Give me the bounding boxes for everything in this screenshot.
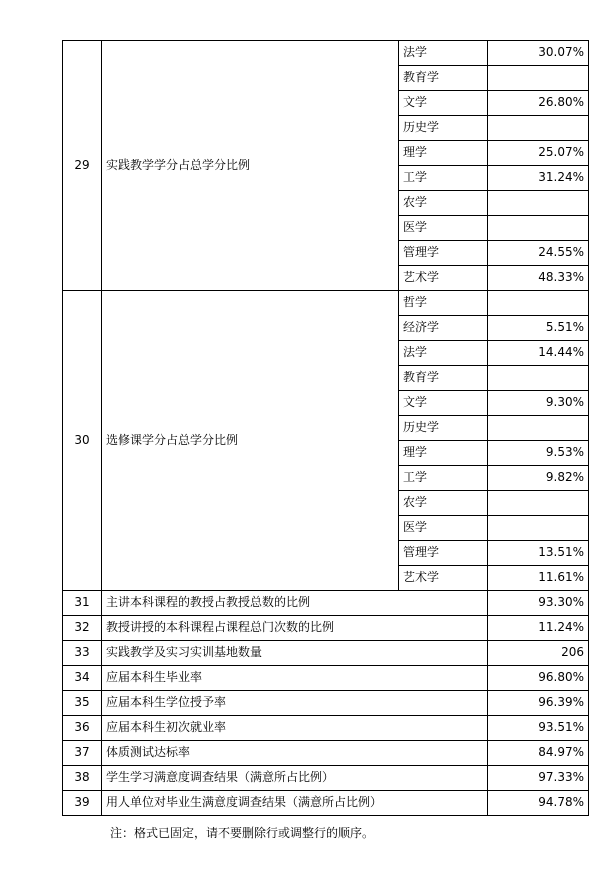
discipline-value: 31.24%: [488, 166, 589, 191]
discipline-label: 法学: [399, 41, 488, 66]
discipline-label: 法学: [399, 341, 488, 366]
discipline-label: 理学: [399, 441, 488, 466]
table-row: [63, 616, 589, 641]
row-index: 38: [63, 766, 102, 791]
discipline-value: 14.44%: [488, 341, 589, 366]
discipline-value: 9.53%: [488, 441, 589, 466]
table-row: [63, 41, 589, 66]
discipline-value: 9.30%: [488, 391, 589, 416]
discipline-value: [488, 516, 589, 541]
discipline-value: 5.51%: [488, 316, 589, 341]
row-value: 93.51%: [488, 716, 589, 741]
discipline-label: 历史学: [399, 416, 488, 441]
discipline-value: 11.61%: [488, 566, 589, 591]
table-body: [63, 41, 589, 816]
table-row: [63, 741, 589, 766]
row-label: 实践教学学分占总学分比例: [102, 41, 399, 291]
row-value: 94.78%: [488, 791, 589, 816]
row-label: 应届本科生毕业率: [102, 666, 488, 691]
row-label: 应届本科生学位授予率: [102, 691, 488, 716]
row-label: 用人单位对毕业生满意度调查结果（满意所占比例）: [102, 791, 488, 816]
discipline-label: 教育学: [399, 66, 488, 91]
table-row: [63, 666, 589, 691]
discipline-value: 13.51%: [488, 541, 589, 566]
row-index: 32: [63, 616, 102, 641]
discipline-value: [488, 66, 589, 91]
footnote: 注：格式已固定，请不要删除行或调整行的顺序。: [110, 826, 375, 840]
table-row: [63, 716, 589, 741]
row-label: 主讲本科课程的教授占教授总数的比例: [102, 591, 488, 616]
discipline-label: 文学: [399, 91, 488, 116]
discipline-value: 24.55%: [488, 241, 589, 266]
discipline-value: 9.82%: [488, 466, 589, 491]
row-index: 30: [63, 291, 102, 591]
discipline-value: [488, 191, 589, 216]
discipline-label: 工学: [399, 166, 488, 191]
indicators-table: [62, 40, 589, 816]
discipline-value: [488, 491, 589, 516]
row-label: 实践教学及实习实训基地数量: [102, 641, 488, 666]
discipline-label: 医学: [399, 516, 488, 541]
table-row: [63, 591, 589, 616]
row-index: 37: [63, 741, 102, 766]
table-row: [63, 691, 589, 716]
row-index: 35: [63, 691, 102, 716]
row-label: 教授讲授的本科课程占课程总门次数的比例: [102, 616, 488, 641]
row-index: 29: [63, 41, 102, 291]
discipline-value: 26.80%: [488, 91, 589, 116]
table-row: [63, 766, 589, 791]
discipline-label: 农学: [399, 491, 488, 516]
discipline-label: 艺术学: [399, 566, 488, 591]
table-row: [63, 291, 589, 316]
table-row: [63, 791, 589, 816]
discipline-label: 医学: [399, 216, 488, 241]
discipline-value: 25.07%: [488, 141, 589, 166]
discipline-value: [488, 291, 589, 316]
row-value: 97.33%: [488, 766, 589, 791]
row-value: 96.39%: [488, 691, 589, 716]
discipline-label: 艺术学: [399, 266, 488, 291]
discipline-label: 文学: [399, 391, 488, 416]
table-row: [63, 641, 589, 666]
discipline-label: 管理学: [399, 541, 488, 566]
discipline-value: 48.33%: [488, 266, 589, 291]
discipline-label: 经济学: [399, 316, 488, 341]
row-index: 33: [63, 641, 102, 666]
row-value: 206: [488, 641, 589, 666]
row-value: 11.24%: [488, 616, 589, 641]
discipline-value: [488, 416, 589, 441]
row-value: 96.80%: [488, 666, 589, 691]
row-index: 36: [63, 716, 102, 741]
row-label: 应届本科生初次就业率: [102, 716, 488, 741]
row-label: 体质测试达标率: [102, 741, 488, 766]
row-label: 选修课学分占总学分比例: [102, 291, 399, 591]
discipline-value: [488, 116, 589, 141]
discipline-value: [488, 366, 589, 391]
discipline-label: 理学: [399, 141, 488, 166]
discipline-value: [488, 216, 589, 241]
discipline-label: 工学: [399, 466, 488, 491]
discipline-label: 农学: [399, 191, 488, 216]
row-index: 34: [63, 666, 102, 691]
row-index: 31: [63, 591, 102, 616]
discipline-label: 教育学: [399, 366, 488, 391]
row-value: 84.97%: [488, 741, 589, 766]
discipline-value: 30.07%: [488, 41, 589, 66]
row-label: 学生学习满意度调查结果（满意所占比例）: [102, 766, 488, 791]
discipline-label: 历史学: [399, 116, 488, 141]
row-index: 39: [63, 791, 102, 816]
discipline-label: 哲学: [399, 291, 488, 316]
row-value: 93.30%: [488, 591, 589, 616]
discipline-label: 管理学: [399, 241, 488, 266]
